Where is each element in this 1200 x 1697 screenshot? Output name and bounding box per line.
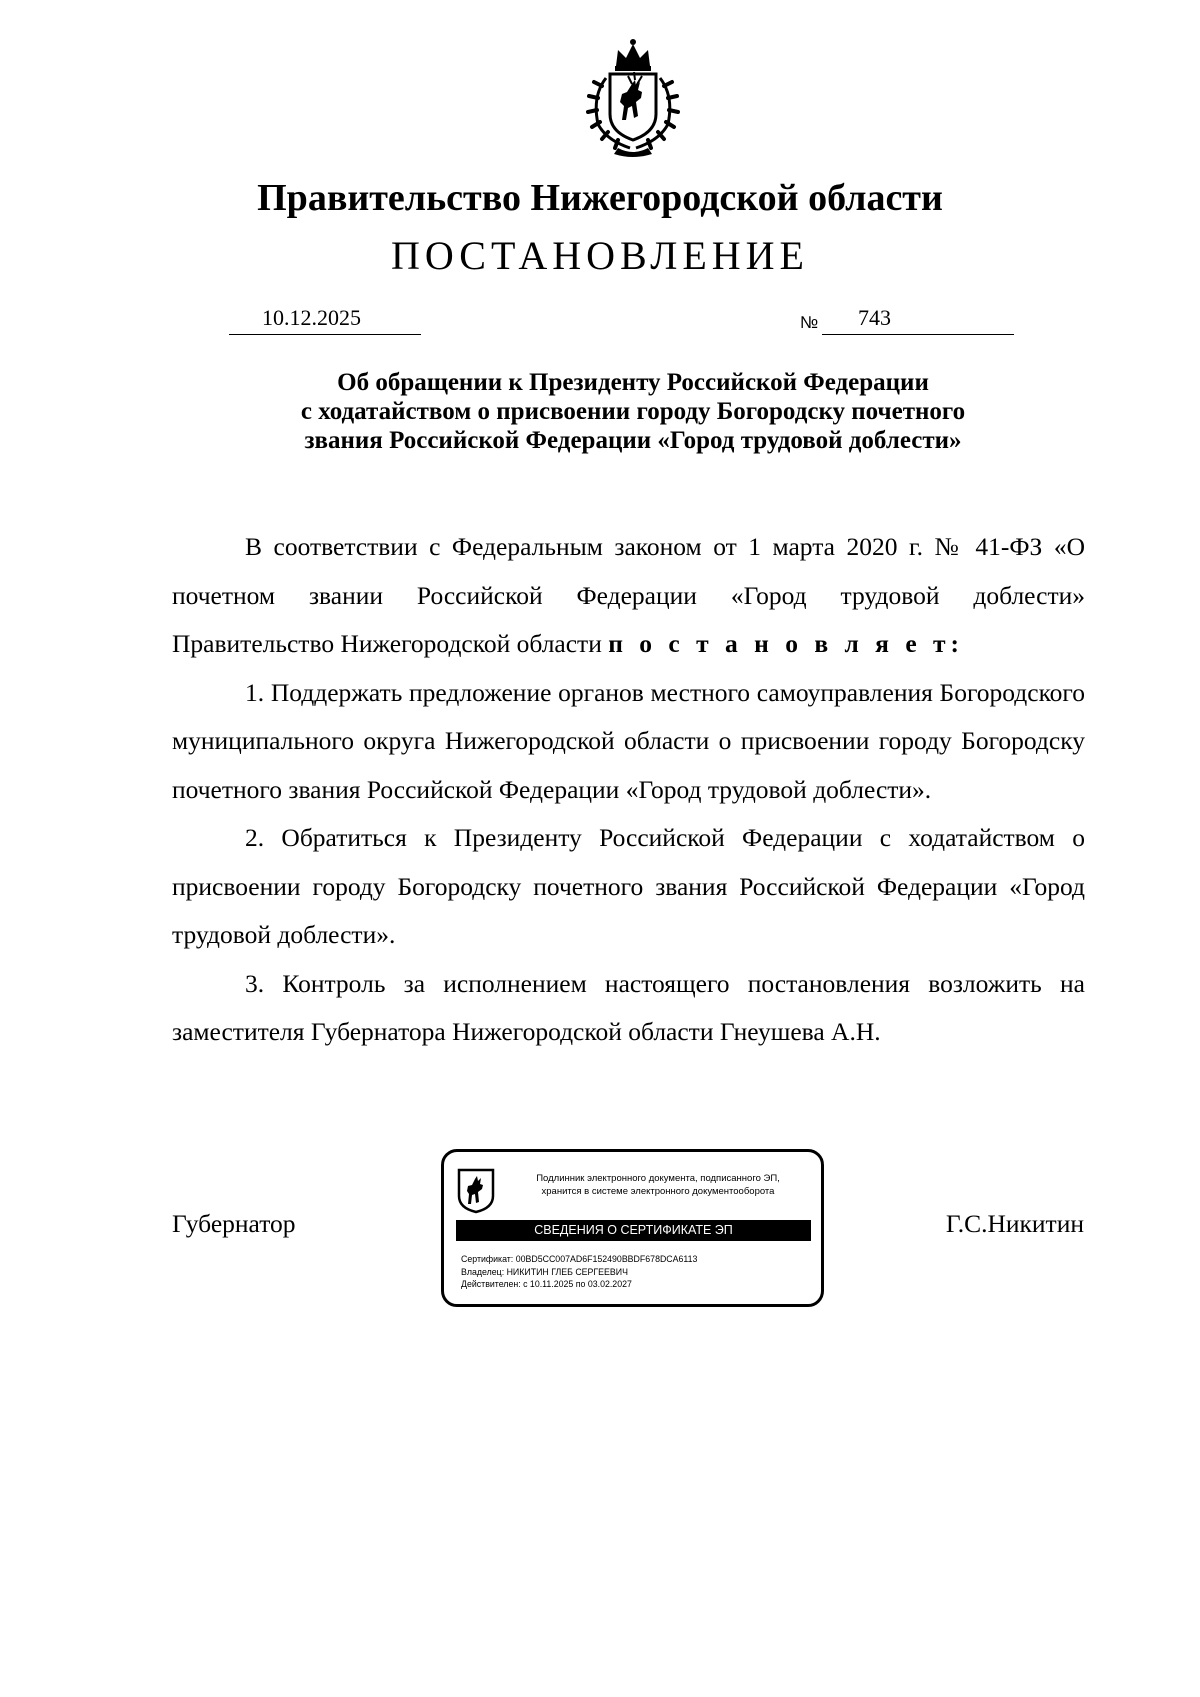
- signatory-name: Г.С.Никитин: [945, 1209, 1084, 1238]
- stamp-note: [508, 1172, 808, 1198]
- preamble-text: В соответствии с Федеральным законом от 1 марта 2020 г. № 41-ФЗ «О почетном звании Российской Федерации «Город трудовой доблести» Правительство Нижегородской области: [172, 532, 1085, 658]
- resolution-item: 3. Контроль за исполнением настоящего постановления возложить на заместителя Губернатора Нижегородской области Гнеушева А.Н.: [172, 968, 1085, 1046]
- e-signature-stamp: [441, 1149, 824, 1307]
- subject-line: с ходатайством о присвоении городу Богородску почетного: [300, 398, 966, 425]
- document-type: ПОСТАНОВЛЕНИЕ: [391, 233, 809, 278]
- document-subject: [200, 368, 1066, 455]
- certificate-header: СВЕДЕНИЯ О СЕРТИФИКАТЕ ЭП: [456, 1220, 811, 1241]
- preamble-paragraph: [172, 523, 1085, 669]
- document-date-field: [229, 304, 421, 335]
- resolves-word: п о с т а н о в л я е т:: [608, 629, 965, 658]
- stamp-note-line: хранится в системе электронного документооборота: [541, 1186, 775, 1197]
- organization-title: Правительство Нижегородской области: [257, 177, 943, 219]
- document-body: [172, 523, 1085, 1057]
- certificate-owner: Владелец: НИКИТИН ГЛЕБ СЕРГЕЕВИЧ: [461, 1266, 628, 1277]
- coat-of-arms-icon: [456, 1166, 496, 1214]
- resolution-item: 1. Поддержать предложение органов местного самоуправления Богородского муниципального округа Нижегородской области о присвоении городу Богородску почетного звания Российской Федерации «Город трудовой доблести».: [172, 677, 1085, 804]
- stamp-note-line: Подлинник электронного документа, подписанного ЭП,: [536, 1173, 780, 1184]
- subject-line: звания Российской Федерации «Город трудовой доблести»: [304, 427, 962, 454]
- number-sign: №: [800, 313, 819, 332]
- certificate-details: [461, 1253, 697, 1291]
- document-number: 743: [858, 305, 891, 330]
- coat-of-arms-icon: [578, 36, 688, 158]
- document-date: 10.12.2025: [262, 305, 361, 330]
- subject-line: Об обращении к Президенту Российской Федерации: [337, 369, 929, 396]
- certificate-id: Сертификат: 00BD5CC007AD6F152490BBDF678DCA6113: [461, 1254, 698, 1264]
- document-number-field: [822, 304, 1014, 335]
- signatory-role: Губернатор: [172, 1209, 296, 1238]
- certificate-validity: Действителен: с 10.11.2025 по 03.02.2027: [461, 1279, 632, 1289]
- resolution-item: 2. Обратиться к Президенту Российской Федерации с ходатайством о присвоении городу Богородску почетного звания Российской Федерации «Город трудовой доблести».: [172, 823, 1085, 949]
